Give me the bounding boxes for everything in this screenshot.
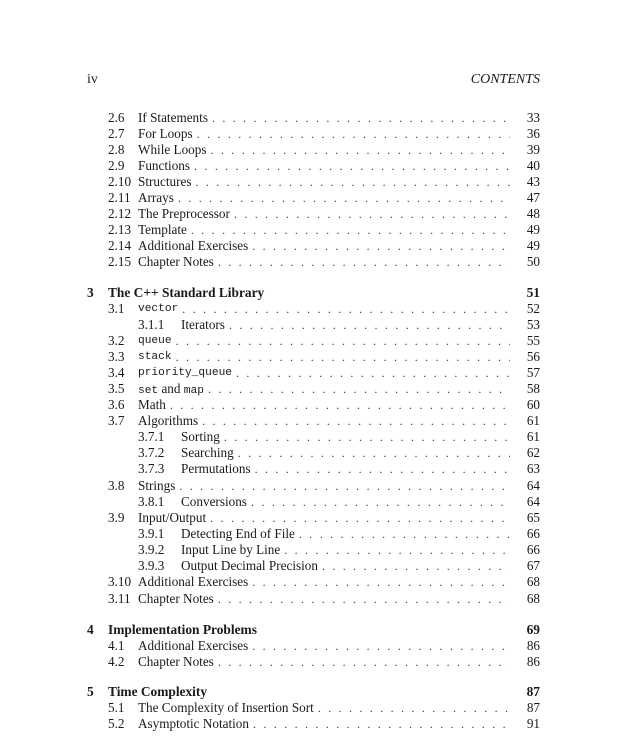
chapter-title: Implementation Problems xyxy=(108,622,261,638)
dot-leader xyxy=(211,142,511,158)
dot-leader xyxy=(322,558,510,574)
page-ref: 49 xyxy=(510,222,540,238)
section-title: queue xyxy=(138,333,176,349)
toc-entry[interactable] xyxy=(87,349,540,365)
section-number: 3.9.3 xyxy=(138,558,165,573)
section-number: 5.1 xyxy=(108,700,125,715)
section-title: Chapter Notes xyxy=(138,654,218,670)
section-number: 3.11 xyxy=(108,591,131,606)
section-title: If Statements xyxy=(138,110,212,126)
section-title: priority_queue xyxy=(138,365,236,381)
dot-leader xyxy=(218,254,510,270)
page-ref: 33 xyxy=(510,110,540,126)
dot-leader xyxy=(178,190,510,206)
dot-leader xyxy=(212,110,510,126)
chapter-title: Time Complexity xyxy=(108,684,211,700)
page-header xyxy=(87,72,540,90)
page-ref: 39 xyxy=(510,142,540,158)
page-ref: 86 xyxy=(510,654,540,670)
toc-entry[interactable] xyxy=(87,526,540,542)
toc-entry[interactable] xyxy=(87,158,540,174)
section-title: Permutations xyxy=(181,461,255,477)
section-title: Algorithms xyxy=(138,413,202,429)
toc-entry[interactable] xyxy=(87,317,540,333)
page-ref: 64 xyxy=(510,494,540,510)
dot-leader xyxy=(229,317,510,333)
section-title: Input Line by Line xyxy=(181,542,284,558)
dot-leader xyxy=(202,413,510,429)
toc-entry[interactable] xyxy=(87,429,540,445)
toc-chapter-entry[interactable] xyxy=(87,622,540,638)
page-ref: 87 xyxy=(510,684,540,700)
toc-entry[interactable] xyxy=(87,654,540,670)
dot-leader xyxy=(194,158,510,174)
page-ref: 66 xyxy=(510,542,540,558)
section-title-part: set xyxy=(138,385,159,397)
dot-leader xyxy=(170,397,510,413)
page-ref: 53 xyxy=(510,317,540,333)
chapter-number: 3 xyxy=(87,285,94,300)
page-ref: 87 xyxy=(510,700,540,716)
page-ref: 66 xyxy=(510,526,540,542)
dot-leader xyxy=(176,349,510,365)
section-title: Functions xyxy=(138,158,194,174)
dot-leader xyxy=(284,542,510,558)
page-ref: 61 xyxy=(510,429,540,445)
section-title: For Loops xyxy=(138,126,197,142)
toc-entry[interactable] xyxy=(87,301,540,317)
section-title: Strings xyxy=(138,478,179,494)
dot-leader xyxy=(218,654,510,670)
toc-entry[interactable] xyxy=(87,700,540,716)
chapter-number: 4 xyxy=(87,622,94,637)
section-title: Additional Exercises xyxy=(138,574,252,590)
page-ref: 55 xyxy=(510,333,540,349)
section-title: Additional Exercises xyxy=(138,238,252,254)
page-ref: 64 xyxy=(510,478,540,494)
page-ref: 43 xyxy=(510,174,540,190)
page-ref: 67 xyxy=(510,558,540,574)
section-number: 2.7 xyxy=(108,126,125,141)
dot-leader xyxy=(253,716,510,732)
section-title: stack xyxy=(138,349,176,365)
page-ref: 51 xyxy=(510,285,540,301)
section-number: 3.2 xyxy=(108,333,125,348)
section-title: While Loops xyxy=(138,142,211,158)
section-title: Asymptotic Notation xyxy=(138,716,253,732)
section-number: 3.7 xyxy=(108,413,125,428)
page-ref: 63 xyxy=(510,461,540,477)
section-number: 2.9 xyxy=(108,158,125,173)
section-title-part: map xyxy=(183,385,204,397)
dot-leader xyxy=(236,365,510,381)
dot-leader xyxy=(224,429,510,445)
toc-entry[interactable] xyxy=(87,238,540,254)
section-title: Math xyxy=(138,397,170,413)
section-title: Searching xyxy=(181,445,238,461)
section-number: 4.2 xyxy=(108,654,125,669)
dot-leader xyxy=(197,126,510,142)
toc-entry[interactable] xyxy=(87,413,540,429)
dot-leader xyxy=(255,461,510,477)
section-title: Additional Exercises xyxy=(138,638,252,654)
section-number: 3.7.1 xyxy=(138,429,165,444)
dot-leader xyxy=(318,700,510,716)
section-number: 4.1 xyxy=(108,638,125,653)
section-number: 2.11 xyxy=(108,190,131,205)
section-number: 3.3 xyxy=(108,349,125,364)
section-number: 3.7.2 xyxy=(138,445,165,460)
section-title: Input/Output xyxy=(138,510,210,526)
dot-leader xyxy=(251,494,510,510)
toc-entry[interactable] xyxy=(87,190,540,206)
dot-leader xyxy=(299,526,510,542)
section-title: Detecting End of File xyxy=(181,526,299,542)
section-number: 2.15 xyxy=(108,254,132,269)
section-number: 2.14 xyxy=(108,238,132,253)
section-number: 3.10 xyxy=(108,574,132,589)
toc-chapter-entry[interactable] xyxy=(87,684,540,700)
page-ref: 60 xyxy=(510,397,540,413)
section-title: The Complexity of Insertion Sort xyxy=(138,700,318,716)
dot-leader xyxy=(234,206,510,222)
page-ref: 86 xyxy=(510,638,540,654)
toc-entry[interactable] xyxy=(87,333,540,349)
toc-entry[interactable] xyxy=(87,126,540,142)
page-ref: 36 xyxy=(510,126,540,142)
toc-entry[interactable] xyxy=(87,478,540,494)
section-title: The Preprocessor xyxy=(138,206,234,222)
section-number: 5.2 xyxy=(108,716,125,731)
chapter-title: The C++ Standard Library xyxy=(108,285,268,301)
section-number: 3.9.1 xyxy=(138,526,165,541)
section-title: Chapter Notes xyxy=(138,254,218,270)
dot-leader xyxy=(191,222,510,238)
toc-entry[interactable] xyxy=(87,142,540,158)
section-number: 3.6 xyxy=(108,397,125,412)
section-title: Template xyxy=(138,222,191,238)
page-ref: 68 xyxy=(510,574,540,590)
section-number: 3.9.2 xyxy=(138,542,165,557)
toc-entry[interactable] xyxy=(87,542,540,558)
toc-entry[interactable] xyxy=(87,716,540,732)
toc-entry[interactable] xyxy=(87,510,540,526)
toc-entry[interactable] xyxy=(87,206,540,222)
section-title: Output Decimal Precision xyxy=(181,558,322,574)
page-number: iv xyxy=(87,72,98,87)
page-ref: 68 xyxy=(510,591,540,607)
section-title: Arrays xyxy=(138,190,178,206)
toc-entry[interactable] xyxy=(87,591,540,607)
page-ref: 65 xyxy=(510,510,540,526)
section-number: 2.12 xyxy=(108,206,132,221)
section-title: Chapter Notes xyxy=(138,591,218,607)
toc-entry[interactable] xyxy=(87,638,540,654)
dot-leader xyxy=(238,445,510,461)
page-ref: 49 xyxy=(510,238,540,254)
page-ref: 50 xyxy=(510,254,540,270)
page-ref: 91 xyxy=(510,716,540,732)
page-ref: 48 xyxy=(510,206,540,222)
section-title: Iterators xyxy=(181,317,229,333)
section-title: Conversions xyxy=(181,494,251,510)
page-ref: 69 xyxy=(510,622,540,638)
chapter-number: 5 xyxy=(87,684,94,699)
section-number: 3.9 xyxy=(108,510,125,525)
page-ref: 52 xyxy=(510,301,540,317)
toc-entry[interactable] xyxy=(87,558,540,574)
section-number: 3.4 xyxy=(108,365,125,380)
section-number: 3.1.1 xyxy=(138,317,165,332)
section-title: Structures xyxy=(138,174,195,190)
toc-entry[interactable] xyxy=(87,461,540,477)
dot-leader xyxy=(195,174,510,190)
section-title: vector xyxy=(138,301,182,317)
dot-leader xyxy=(179,478,510,494)
section-number: 2.8 xyxy=(108,142,125,157)
dot-leader xyxy=(252,574,510,590)
page-ref: 57 xyxy=(510,365,540,381)
dot-leader xyxy=(182,301,510,317)
section-number: 3.7.3 xyxy=(138,461,165,476)
toc-entry[interactable] xyxy=(87,254,540,270)
section-title: Sorting xyxy=(181,429,224,445)
toc-entry[interactable] xyxy=(87,174,540,190)
page-ref: 61 xyxy=(510,413,540,429)
toc-entry[interactable] xyxy=(87,445,540,461)
section-number: 3.5 xyxy=(108,381,125,396)
section-number: 3.1 xyxy=(108,301,125,316)
page-ref: 58 xyxy=(510,381,540,399)
running-title: CONTENTS xyxy=(470,72,540,87)
section-number: 2.6 xyxy=(108,110,125,125)
page-ref: 62 xyxy=(510,445,540,461)
dot-leader xyxy=(252,638,510,654)
toc-chapter-entry[interactable] xyxy=(87,285,540,301)
dot-leader xyxy=(218,591,510,607)
section-number: 2.13 xyxy=(108,222,132,237)
page-ref: 47 xyxy=(510,190,540,206)
toc-entry[interactable] xyxy=(87,110,540,126)
section-title-part: and xyxy=(158,381,184,396)
toc-entry[interactable] xyxy=(87,365,540,381)
toc-entry[interactable] xyxy=(87,494,540,510)
dot-leader xyxy=(210,510,510,526)
page-ref: 56 xyxy=(510,349,540,365)
toc-entry[interactable] xyxy=(87,222,540,238)
section-number: 3.8 xyxy=(108,478,125,493)
dot-leader xyxy=(176,333,510,349)
toc-entry[interactable] xyxy=(87,574,540,590)
toc-entry[interactable] xyxy=(87,381,540,397)
section-number: 3.8.1 xyxy=(138,494,165,509)
page-ref: 40 xyxy=(510,158,540,174)
dot-leader xyxy=(252,238,510,254)
section-number: 2.10 xyxy=(108,174,132,189)
toc-entry[interactable] xyxy=(87,397,540,413)
